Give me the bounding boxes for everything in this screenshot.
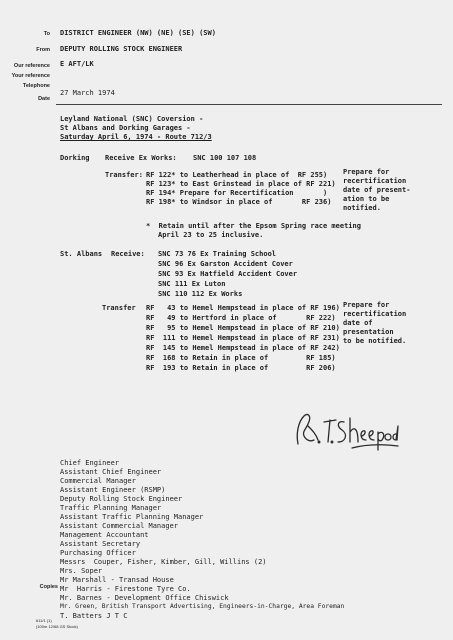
dorking-note-line: ation to be xyxy=(343,195,390,203)
copy-recipient: Traffic Planning Manager xyxy=(60,504,162,512)
from-value: DEPUTY ROLLING STOCK ENGINEER xyxy=(60,45,183,53)
st-albans-note-line: to be notified. xyxy=(343,337,407,345)
st-albans-transfer-row: RF 43 to Hemel Hempstead in place of RF 196) xyxy=(146,304,340,312)
subject-line-3: Saturday April 6, 1974 - Route 712/3 xyxy=(60,133,212,141)
st-albans-transfer-label: Transfer xyxy=(102,304,136,312)
st-albans-receive-row: SNC 93 Ex Hatfield Accident Cover xyxy=(158,270,298,278)
dorking-label: Dorking xyxy=(60,154,90,162)
st-albans-transfer-row: RF 193 to Retain in place of RF 206) xyxy=(146,364,336,372)
date-value: 27 March 1974 xyxy=(60,89,115,97)
dorking-transfer-row: RF 194* Prepare for Recertification ) xyxy=(146,189,328,197)
retain-note-line-2: April 23 to 25 inclusive. xyxy=(158,231,264,239)
dorking-transfer-label: Transfer: xyxy=(105,171,143,179)
copies-label: Copies xyxy=(39,584,58,590)
dorking-note-line: date of present- xyxy=(343,186,411,194)
st-albans-label: St. Albans xyxy=(60,250,103,258)
subject-line-2: St Albans and Dorking Garages - xyxy=(60,124,191,132)
our-reference-label: Our reference xyxy=(13,63,50,69)
form-number: 611/1 (1) xyxy=(36,618,52,623)
copy-recipient: Assistant Secretary xyxy=(60,540,141,548)
dorking-transfer-row: RF 123* to East Grinstead in place of RF 221) xyxy=(146,180,336,188)
copy-recipient: T. Batters J T C xyxy=(60,612,128,620)
st-albans-receive-row: SNC 73 76 Ex Training School xyxy=(158,250,277,258)
dorking-receive-label: Receive Ex Works: xyxy=(105,154,177,162)
copy-recipient: Mrs. Soper xyxy=(60,567,103,575)
st-albans-transfer-row: RF 95 to Hemel Hempstead in place of RF 210) xyxy=(146,324,340,332)
copy-recipient: Commercial Manager xyxy=(60,477,136,485)
dorking-note-line: Prepare for xyxy=(343,168,390,176)
copy-recipient: Messrs Couper, Fisher, Kimber, Gill, Willins (2) xyxy=(60,558,267,566)
copy-recipient: Assistant Commercial Manager xyxy=(60,522,179,530)
copy-recipient: Assistant Engineer (RSMP) xyxy=(60,486,166,494)
telephone-label: Telephone xyxy=(22,83,50,89)
retain-note-line-1: * Retain until after the Epsom Spring race meeting xyxy=(146,222,361,230)
copy-recipient: Purchasing Officer xyxy=(60,549,136,557)
date-label: Date xyxy=(38,96,50,102)
copy-recipient: Deputy Rolling Stock Engineer xyxy=(60,495,183,503)
dorking-transfer-row: RF 122* to Leatherhead in place of RF 255) xyxy=(146,171,328,179)
st-albans-note-line: date of xyxy=(343,319,373,327)
st-albans-note-line: presentation xyxy=(343,328,394,336)
copy-recipient: Mr. Barnes - Development Office Chiswick xyxy=(60,594,229,602)
print-reference: (100m 12/68 GS Stock) xyxy=(36,624,78,629)
st-albans-receive-row: SNC 96 Ex Garston Accident Cover xyxy=(158,260,293,268)
our-reference-value: E AFT/LK xyxy=(60,60,94,68)
from-label: From xyxy=(36,47,50,53)
st-albans-note-line: Prepare for xyxy=(343,301,390,309)
st-albans-transfer-row: RF 145 to Hemel Hempstead in place of RF 242) xyxy=(146,344,340,352)
dorking-transfer-row: RF 198* to Windsor in place of RF 236) xyxy=(146,198,332,206)
handwritten-signature xyxy=(292,404,402,454)
dorking-note-line: recertification xyxy=(343,177,407,185)
header-rule xyxy=(56,104,442,105)
to-label: To xyxy=(43,31,50,37)
subject-line-1: Leyland National (SNC) Coversion - xyxy=(60,115,204,123)
copy-recipient: Mr Harris - Firestone Tyre Co. xyxy=(60,585,191,593)
your-reference-label: Your reference xyxy=(11,73,50,79)
copy-recipient: Mr. Green, British Transport Advertising, Engineers-in-Charge, Area Foreman xyxy=(60,603,345,610)
st-albans-transfer-row: RF 111 to Hemel Hempstead in place of RF 231) xyxy=(146,334,340,342)
st-albans-receive-label: Receive: xyxy=(111,250,145,258)
st-albans-transfer-row: RF 168 to Retain in place of RF 185) xyxy=(146,354,336,362)
copy-recipient: Management Accountant xyxy=(60,531,149,539)
copy-recipient: Assistant Traffic Planning Manager xyxy=(60,513,204,521)
dorking-note-line: notified. xyxy=(343,204,381,212)
dorking-receive-value: SNC 100 107 108 xyxy=(193,154,257,162)
to-value: DISTRICT ENGINEER (NW) (NE) (SE) (SW) xyxy=(60,29,216,37)
copy-recipient: Assistant Chief Engineer xyxy=(60,468,162,476)
copy-recipient: Mr Marshall - Transad House xyxy=(60,576,174,584)
st-albans-note-line: recertification xyxy=(343,310,407,318)
st-albans-transfer-row: RF 49 to Hertford in place of RF 222) xyxy=(146,314,336,322)
st-albans-receive-row: SNC 111 Ex Luton xyxy=(158,280,226,288)
st-albans-receive-row: SNC 110 112 Ex Works xyxy=(158,290,243,298)
copy-recipient: Chief Engineer xyxy=(60,459,120,467)
